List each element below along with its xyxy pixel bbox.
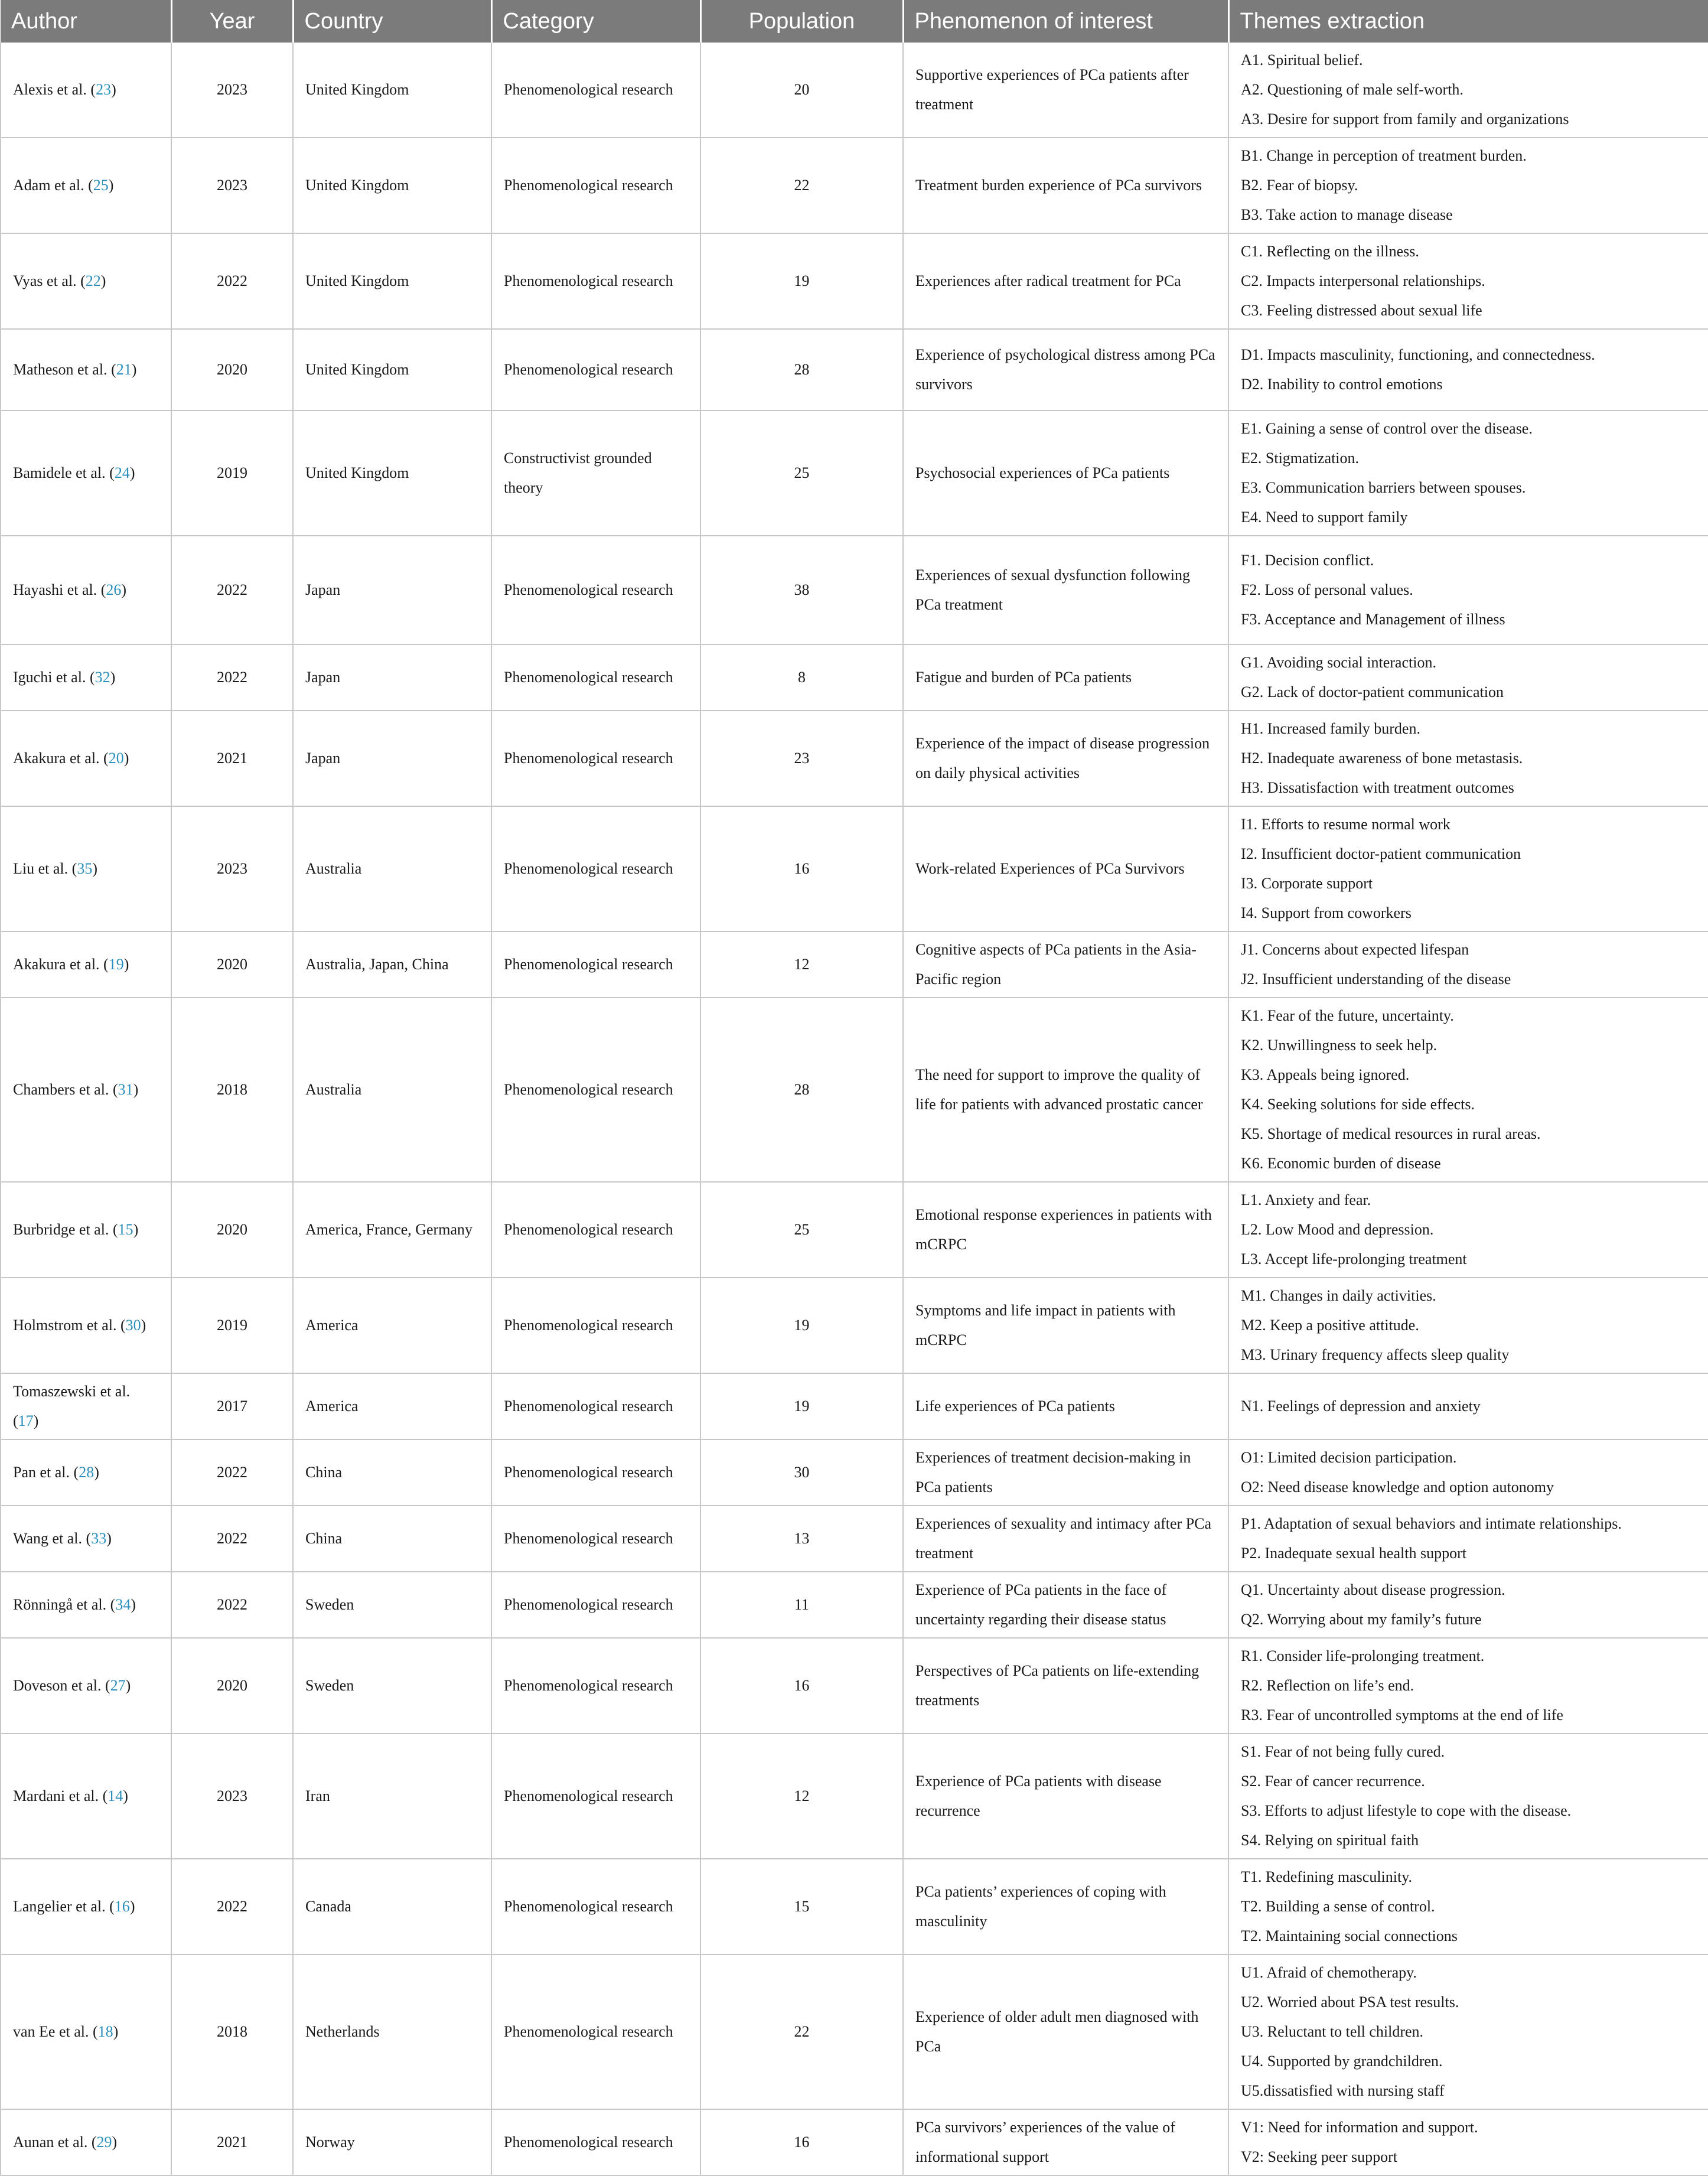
- theme-item: Q1. Uncertainty about disease progression.: [1241, 1581, 1505, 1598]
- theme-item: P2. Inadequate sexual health support: [1241, 1545, 1466, 1562]
- country-cell: United Kingdom: [293, 43, 491, 138]
- author-name: Liu et al.: [13, 860, 69, 877]
- author-name: Pan et al.: [13, 1464, 70, 1481]
- year-cell: 2018: [171, 1955, 293, 2109]
- header-row: [1, 0, 1708, 43]
- theme-item: U4. Supported by grandchildren.: [1241, 2053, 1443, 2070]
- category-cell: Phenomenological research: [491, 1955, 700, 2109]
- themes-cell: [1228, 1278, 1708, 1373]
- theme-item: B1. Change in perception of treatment burden.: [1241, 147, 1527, 164]
- table-row: [1, 536, 1708, 644]
- population-cell: 22: [700, 1955, 903, 2109]
- table-row: [1, 1439, 1708, 1506]
- themes-cell: [1228, 233, 1708, 329]
- author-name: Bamidele et al.: [13, 464, 106, 481]
- theme-item: E4. Need to support family: [1241, 509, 1408, 526]
- country-cell: America: [293, 1373, 491, 1439]
- reference-link[interactable]: 31: [118, 1081, 133, 1098]
- theme-item: O2: Need disease knowledge and option autonomy: [1241, 1478, 1554, 1496]
- theme-item: E3. Communication barriers between spouses.: [1241, 479, 1526, 496]
- country-cell: China: [293, 1506, 491, 1572]
- theme-item: L3. Accept life-prolonging treatment: [1241, 1250, 1467, 1268]
- theme-item: Q2. Worrying about my family’s future: [1241, 1611, 1482, 1628]
- author-name: Vyas et al.: [13, 272, 77, 289]
- year-cell: 2023: [171, 138, 293, 233]
- author-cell: Bamidele et al. (24): [1, 411, 171, 536]
- author-cell: Vyas et al. (22): [1, 233, 171, 329]
- theme-item: K6. Economic burden of disease: [1241, 1155, 1441, 1172]
- themes-cell: [1228, 1638, 1708, 1734]
- phenomenon-cell: Experience of PCa patients in the face of uncertainty regarding their disease status: [903, 1572, 1228, 1638]
- country-cell: United Kingdom: [293, 138, 491, 233]
- theme-item: G1. Avoiding social interaction.: [1241, 654, 1436, 671]
- reference-link[interactable]: 26: [106, 581, 122, 598]
- themes-cell: [1228, 644, 1708, 711]
- country-cell: United Kingdom: [293, 329, 491, 411]
- theme-item: K5. Shortage of medical resources in rural areas.: [1241, 1125, 1541, 1142]
- country-cell: United Kingdom: [293, 411, 491, 536]
- author-cell: Tomaszewski et al. (17): [1, 1373, 171, 1439]
- population-cell: 28: [700, 998, 903, 1182]
- category-cell: Phenomenological research: [491, 1506, 700, 1572]
- reference-link[interactable]: 19: [108, 956, 124, 973]
- author-name: Holmstrom et al.: [13, 1317, 117, 1334]
- author-cell: Hayashi et al. (26): [1, 536, 171, 644]
- themes-cell: [1228, 1859, 1708, 1955]
- theme-item: R1. Consider life-prolonging treatment.: [1241, 1647, 1485, 1664]
- phenomenon-cell: Experiences after radical treatment for PCa: [903, 233, 1228, 329]
- year-cell: 2019: [171, 1278, 293, 1373]
- author-name: Akakura et al.: [13, 750, 100, 767]
- themes-cell: [1228, 2109, 1708, 2175]
- author-name: Iguchi et al.: [13, 669, 86, 686]
- category-cell: Phenomenological research: [491, 711, 700, 806]
- phenomenon-cell: The need for support to improve the quality of life for patients with advanced prostatic cancer: [903, 998, 1228, 1182]
- theme-item: S1. Fear of not being fully cured.: [1241, 1743, 1445, 1760]
- theme-item: A3. Desire for support from family and organizations: [1241, 110, 1569, 128]
- author-name: Alexis et al.: [13, 81, 87, 98]
- theme-item: M3. Urinary frequency affects sleep quality: [1241, 1346, 1510, 1363]
- theme-item: U1. Afraid of chemotherapy.: [1241, 1964, 1417, 1981]
- year-cell: 2020: [171, 1182, 293, 1278]
- themes-cell: [1228, 1373, 1708, 1439]
- author-name: Tomaszewski et al.: [13, 1383, 131, 1400]
- theme-item: U2. Worried about PSA test results.: [1241, 1993, 1459, 2011]
- author-cell: Wang et al. (33): [1, 1506, 171, 1572]
- population-cell: 22: [700, 138, 903, 233]
- population-cell: 13: [700, 1506, 903, 1572]
- theme-item: I3. Corporate support: [1241, 875, 1373, 892]
- themes-cell: [1228, 536, 1708, 644]
- category-cell: Phenomenological research: [491, 2109, 700, 2175]
- header-category: Category: [491, 0, 700, 43]
- table-row: [1, 998, 1708, 1182]
- theme-item: L1. Anxiety and fear.: [1241, 1191, 1371, 1208]
- phenomenon-cell: Experience of psychological distress among PCa survivors: [903, 329, 1228, 411]
- header-year: Year: [171, 0, 293, 43]
- theme-item: F3. Acceptance and Management of illness: [1241, 611, 1505, 628]
- year-cell: 2020: [171, 1638, 293, 1734]
- author-name: Doveson et al.: [13, 1677, 102, 1694]
- author-cell: Adam et al. (25): [1, 138, 171, 233]
- reference-link[interactable]: 21: [116, 361, 132, 378]
- themes-cell: [1228, 1734, 1708, 1859]
- phenomenon-cell: Work-related Experiences of PCa Survivors: [903, 806, 1228, 931]
- themes-cell: [1228, 329, 1708, 411]
- category-cell: Phenomenological research: [491, 536, 700, 644]
- reference-link[interactable]: 17: [18, 1412, 34, 1429]
- author-cell: Holmstrom et al. (30): [1, 1278, 171, 1373]
- table-row: [1, 138, 1708, 233]
- author-cell: Aunan et al. (29): [1, 2109, 171, 2175]
- phenomenon-cell: Experience of older adult men diagnosed with PCa: [903, 1955, 1228, 2109]
- table-row: [1, 711, 1708, 806]
- author-cell: Akakura et al. (19): [1, 931, 171, 998]
- year-cell: 2017: [171, 1373, 293, 1439]
- themes-cell: [1228, 998, 1708, 1182]
- reference-link[interactable]: 25: [93, 177, 109, 194]
- theme-item: H3. Dissatisfaction with treatment outcomes: [1241, 779, 1514, 796]
- category-cell: Phenomenological research: [491, 1373, 700, 1439]
- author-name: Langelier et al.: [13, 1898, 106, 1915]
- author-cell: Mardani et al. (14): [1, 1734, 171, 1859]
- category-cell: Phenomenological research: [491, 329, 700, 411]
- theme-item: T1. Redefining masculinity.: [1241, 1868, 1413, 1885]
- themes-cell: [1228, 138, 1708, 233]
- themes-cell: [1228, 1572, 1708, 1638]
- phenomenon-cell: PCa patients’ experiences of coping with masculinity: [903, 1859, 1228, 1955]
- table-row: [1, 233, 1708, 329]
- phenomenon-cell: Treatment burden experience of PCa survivors: [903, 138, 1228, 233]
- population-cell: 15: [700, 1859, 903, 1955]
- population-cell: 16: [700, 806, 903, 931]
- theme-item: K2. Unwillingness to seek help.: [1241, 1037, 1438, 1054]
- author-cell: Matheson et al. (21): [1, 329, 171, 411]
- reference-link[interactable]: 14: [107, 1787, 123, 1804]
- author-name: Chambers et al.: [13, 1081, 109, 1098]
- year-cell: 2023: [171, 806, 293, 931]
- theme-item: C2. Impacts interpersonal relationships.: [1241, 272, 1485, 289]
- population-cell: 12: [700, 931, 903, 998]
- table-row: [1, 1182, 1708, 1278]
- table-header: [1, 0, 1708, 43]
- category-cell: Phenomenological research: [491, 998, 700, 1182]
- theme-item: J2. Insufficient understanding of the disease: [1241, 970, 1511, 988]
- population-cell: 8: [700, 644, 903, 711]
- theme-item: K3. Appeals being ignored.: [1241, 1066, 1410, 1083]
- author-cell: Iguchi et al. (32): [1, 644, 171, 711]
- theme-item: E1. Gaining a sense of control over the disease.: [1241, 420, 1533, 437]
- population-cell: 25: [700, 411, 903, 536]
- author-name: Hayashi et al.: [13, 581, 97, 598]
- category-cell: Phenomenological research: [491, 1859, 700, 1955]
- author-name: Rönningå et al.: [13, 1596, 107, 1613]
- author-cell: van Ee et al. (18): [1, 1955, 171, 2109]
- country-cell: Japan: [293, 711, 491, 806]
- table-row: [1, 1278, 1708, 1373]
- author-name: Matheson et al.: [13, 361, 107, 378]
- reference-link[interactable]: 20: [108, 750, 124, 767]
- header-phenomenon: Phenomenon of interest: [903, 0, 1228, 43]
- theme-item: D1. Impacts masculinity, functioning, and connectedness.: [1241, 346, 1595, 363]
- year-cell: 2018: [171, 998, 293, 1182]
- theme-item: B3. Take action to manage disease: [1241, 206, 1453, 223]
- author-cell: Alexis et al. (23): [1, 43, 171, 138]
- phenomenon-cell: Experiences of treatment decision-making in PCa patients: [903, 1439, 1228, 1506]
- year-cell: 2021: [171, 2109, 293, 2175]
- category-cell: Phenomenological research: [491, 138, 700, 233]
- header-author: Author: [1, 0, 171, 43]
- year-cell: 2019: [171, 411, 293, 536]
- theme-item: P1. Adaptation of sexual behaviors and intimate relationships.: [1241, 1515, 1622, 1532]
- year-cell: 2022: [171, 1506, 293, 1572]
- themes-cell: [1228, 711, 1708, 806]
- phenomenon-cell: Supportive experiences of PCa patients after treatment: [903, 43, 1228, 138]
- theme-item: F2. Loss of personal values.: [1241, 581, 1413, 598]
- category-cell: Constructivist grounded theory: [491, 411, 700, 536]
- theme-item: L2. Low Mood and depression.: [1241, 1221, 1434, 1238]
- category-cell: Phenomenological research: [491, 1439, 700, 1506]
- header-country: Country: [293, 0, 491, 43]
- theme-item: V1: Need for information and support.: [1241, 2119, 1478, 2136]
- themes-cell: [1228, 806, 1708, 931]
- table-body: [1, 43, 1708, 2175]
- category-cell: Phenomenological research: [491, 1638, 700, 1734]
- country-cell: America: [293, 1278, 491, 1373]
- theme-item: I4. Support from coworkers: [1241, 904, 1412, 921]
- table-row: [1, 806, 1708, 931]
- author-name: Aunan et al.: [13, 2133, 88, 2151]
- category-cell: Phenomenological research: [491, 1572, 700, 1638]
- reference-link[interactable]: 27: [110, 1677, 126, 1694]
- category-cell: Phenomenological research: [491, 806, 700, 931]
- author-name: Adam et al.: [13, 177, 84, 194]
- phenomenon-cell: Emotional response experiences in patients with mCRPC: [903, 1182, 1228, 1278]
- themes-cell: [1228, 931, 1708, 998]
- themes-cell: [1228, 1506, 1708, 1572]
- year-cell: 2022: [171, 1572, 293, 1638]
- theme-item: K4. Seeking solutions for side effects.: [1241, 1096, 1475, 1113]
- themes-cell: [1228, 1182, 1708, 1278]
- theme-item: K1. Fear of the future, uncertainty.: [1241, 1007, 1454, 1024]
- year-cell: 2023: [171, 1734, 293, 1859]
- theme-item: A2. Questioning of male self-worth.: [1241, 81, 1463, 98]
- category-cell: Phenomenological research: [491, 1278, 700, 1373]
- author-cell: Rönningå et al. (34): [1, 1572, 171, 1638]
- table-row: [1, 2109, 1708, 2175]
- theme-item: B2. Fear of biopsy.: [1241, 177, 1358, 194]
- theme-item: H2. Inadequate awareness of bone metastasis.: [1241, 750, 1523, 767]
- year-cell: 2021: [171, 711, 293, 806]
- table-row: [1, 1955, 1708, 2109]
- theme-item: J1. Concerns about expected lifespan: [1241, 941, 1469, 958]
- population-cell: 19: [700, 233, 903, 329]
- category-cell: Phenomenological research: [491, 931, 700, 998]
- country-cell: Netherlands: [293, 1955, 491, 2109]
- table-row: [1, 1373, 1708, 1439]
- phenomenon-cell: Symptoms and life impact in patients with mCRPC: [903, 1278, 1228, 1373]
- theme-item: C3. Feeling distressed about sexual life: [1241, 302, 1482, 319]
- reference-link[interactable]: 18: [97, 2023, 113, 2040]
- table-row: [1, 1572, 1708, 1638]
- table-row: [1, 931, 1708, 998]
- phenomenon-cell: Fatigue and burden of PCa patients: [903, 644, 1228, 711]
- header-population: Population: [700, 0, 903, 43]
- category-cell: Phenomenological research: [491, 233, 700, 329]
- country-cell: China: [293, 1439, 491, 1506]
- reference-link[interactable]: 24: [114, 464, 130, 481]
- country-cell: Australia, Japan, China: [293, 931, 491, 998]
- year-cell: 2022: [171, 233, 293, 329]
- table-row: [1, 1859, 1708, 1955]
- theme-item: R2. Reflection on life’s end.: [1241, 1677, 1414, 1694]
- reference-link[interactable]: 22: [85, 272, 101, 289]
- country-cell: Australia: [293, 998, 491, 1182]
- year-cell: 2022: [171, 536, 293, 644]
- year-cell: 2020: [171, 329, 293, 411]
- table-row: [1, 1638, 1708, 1734]
- theme-item: D2. Inability to control emotions: [1241, 376, 1443, 393]
- theme-item: R3. Fear of uncontrolled symptoms at the end of life: [1241, 1706, 1563, 1724]
- theme-item: G2. Lack of doctor-patient communication: [1241, 683, 1504, 701]
- country-cell: United Kingdom: [293, 233, 491, 329]
- population-cell: 16: [700, 2109, 903, 2175]
- reference-link[interactable]: 23: [96, 81, 112, 98]
- phenomenon-cell: Psychosocial experiences of PCa patients: [903, 411, 1228, 536]
- category-cell: Phenomenological research: [491, 43, 700, 138]
- reference-link[interactable]: 34: [115, 1596, 131, 1613]
- population-cell: 12: [700, 1734, 903, 1859]
- theme-item: E2. Stigmatization.: [1241, 449, 1360, 467]
- population-cell: 20: [700, 43, 903, 138]
- theme-item: T2. Building a sense of control.: [1241, 1898, 1435, 1915]
- country-cell: America, France, Germany: [293, 1182, 491, 1278]
- phenomenon-cell: Experiences of sexuality and intimacy after PCa treatment: [903, 1506, 1228, 1572]
- theme-item: S4. Relying on spiritual faith: [1241, 1832, 1419, 1849]
- table-row: [1, 411, 1708, 536]
- reference-link[interactable]: 33: [91, 1530, 107, 1547]
- reference-link[interactable]: 30: [125, 1317, 141, 1334]
- table-row: [1, 1734, 1708, 1859]
- theme-item: U5.dissatisfied with nursing staff: [1241, 2082, 1445, 2099]
- theme-item: M2. Keep a positive attitude.: [1241, 1317, 1419, 1334]
- phenomenon-cell: Life experiences of PCa patients: [903, 1373, 1228, 1439]
- reference-link[interactable]: 32: [94, 669, 110, 686]
- author-cell: Liu et al. (35): [1, 806, 171, 931]
- year-cell: 2022: [171, 644, 293, 711]
- theme-item: C1. Reflecting on the illness.: [1241, 243, 1419, 260]
- category-cell: Phenomenological research: [491, 1182, 700, 1278]
- year-cell: 2022: [171, 1859, 293, 1955]
- country-cell: Japan: [293, 644, 491, 711]
- theme-item: M1. Changes in daily activities.: [1241, 1287, 1436, 1304]
- theme-item: I2. Insufficient doctor-patient communication: [1241, 845, 1521, 862]
- year-cell: 2023: [171, 43, 293, 138]
- phenomenon-cell: Experience of PCa patients with disease recurrence: [903, 1734, 1228, 1859]
- table-row: [1, 329, 1708, 411]
- theme-item: S2. Fear of cancer recurrence.: [1241, 1773, 1425, 1790]
- country-cell: Canada: [293, 1859, 491, 1955]
- reference-link[interactable]: 16: [114, 1898, 130, 1915]
- theme-item: S3. Efforts to adjust lifestyle to cope with the disease.: [1241, 1802, 1572, 1819]
- author-cell: Doveson et al. (27): [1, 1638, 171, 1734]
- author-cell: Pan et al. (28): [1, 1439, 171, 1506]
- population-cell: 19: [700, 1373, 903, 1439]
- country-cell: Sweden: [293, 1638, 491, 1734]
- table-row: [1, 43, 1708, 138]
- population-cell: 11: [700, 1572, 903, 1638]
- themes-cell: [1228, 411, 1708, 536]
- author-cell: Akakura et al. (20): [1, 711, 171, 806]
- reference-link[interactable]: 35: [77, 860, 93, 877]
- category-cell: Phenomenological research: [491, 1734, 700, 1859]
- author-name: van Ee et al.: [13, 2023, 89, 2040]
- author-cell: Burbridge et al. (15): [1, 1182, 171, 1278]
- country-cell: Iran: [293, 1734, 491, 1859]
- theme-item: I1. Efforts to resume normal work: [1241, 816, 1451, 833]
- reference-link[interactable]: 15: [118, 1221, 133, 1238]
- phenomenon-cell: Cognitive aspects of PCa patients in the Asia-Pacific region: [903, 931, 1228, 998]
- header-themes: Themes extraction: [1228, 0, 1708, 43]
- year-cell: 2020: [171, 931, 293, 998]
- author-cell: Chambers et al. (31): [1, 998, 171, 1182]
- population-cell: 19: [700, 1278, 903, 1373]
- country-cell: Australia: [293, 806, 491, 931]
- theme-item: O1: Limited decision participation.: [1241, 1449, 1457, 1466]
- reference-link[interactable]: 29: [96, 2133, 112, 2151]
- theme-item: N1. Feelings of depression and anxiety: [1241, 1398, 1481, 1415]
- population-cell: 16: [700, 1638, 903, 1734]
- theme-item: U3. Reluctant to tell children.: [1241, 2023, 1424, 2040]
- table-row: [1, 1506, 1708, 1572]
- country-cell: Norway: [293, 2109, 491, 2175]
- themes-cell: [1228, 1955, 1708, 2109]
- category-cell: Phenomenological research: [491, 644, 700, 711]
- table-row: [1, 644, 1708, 711]
- country-cell: Sweden: [293, 1572, 491, 1638]
- author-name: Akakura et al.: [13, 956, 100, 973]
- themes-cell: [1228, 1439, 1708, 1506]
- population-cell: 30: [700, 1439, 903, 1506]
- author-name: Wang et al.: [13, 1530, 83, 1547]
- year-cell: 2022: [171, 1439, 293, 1506]
- theme-item: A1. Spiritual belief.: [1241, 51, 1363, 69]
- country-cell: Japan: [293, 536, 491, 644]
- themes-cell: [1228, 43, 1708, 138]
- author-name: Burbridge et al.: [13, 1221, 109, 1238]
- theme-item: H1. Increased family burden.: [1241, 720, 1420, 737]
- phenomenon-cell: Perspectives of PCa patients on life-extending treatments: [903, 1638, 1228, 1734]
- population-cell: 25: [700, 1182, 903, 1278]
- theme-item: T2. Maintaining social connections: [1241, 1927, 1458, 1944]
- population-cell: 23: [700, 711, 903, 806]
- population-cell: 28: [700, 329, 903, 411]
- population-cell: 38: [700, 536, 903, 644]
- theme-item: F1. Decision conflict.: [1241, 552, 1374, 569]
- phenomenon-cell: Experience of the impact of disease progression on daily physical activities: [903, 711, 1228, 806]
- phenomenon-cell: PCa survivors’ experiences of the value of informational support: [903, 2109, 1228, 2175]
- author-name: Mardani et al.: [13, 1787, 99, 1804]
- theme-item: V2: Seeking peer support: [1241, 2148, 1398, 2165]
- author-cell: Langelier et al. (16): [1, 1859, 171, 1955]
- phenomenon-cell: Experiences of sexual dysfunction following PCa treatment: [903, 536, 1228, 644]
- reference-link[interactable]: 28: [79, 1464, 94, 1481]
